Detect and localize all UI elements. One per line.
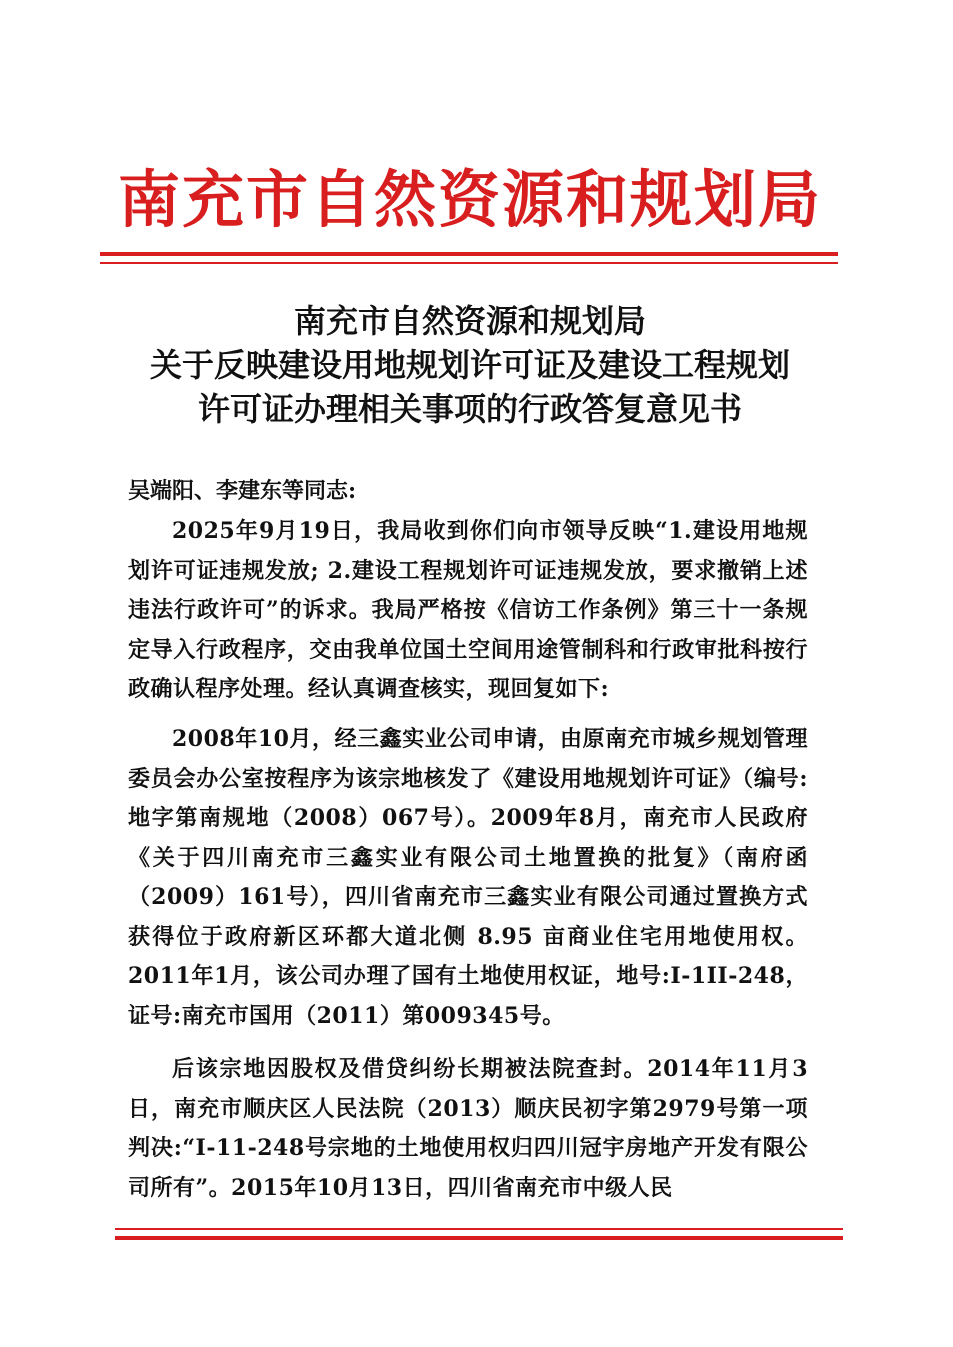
header-divider-thin bbox=[100, 262, 838, 264]
body-paragraph: 2025年9月19日，我局收到你们向市领导反映“1.建设用地规划许可证违规发放; 2.建设工程规划许可证违规发放，要求撤销上述违法行政许可”的诉求。我局严格按《信访工作条例》第三十一条规定导入行政程序，交由我单位国土空间用途管制科和行政审批科按行政确认程序处理。经认真调查核实，现回复如下: bbox=[128, 518, 808, 702]
body-paragraph: 2008年10月，经三鑫实业公司申请，由原南充市城乡规划管理委员会办公室按程序为该宗地核发了《建设用地规划许可证》（编号: 地字第南规地（2008）067号）。2009年8月，南充市人民政府《关于四川南充市三鑫实业有限公司土地置换的批复》（南府函（2009）161号），四川省南充市三鑫实业有限公司通过置换方式获得位于政府新区环都大道北侧 8.95 亩商业住宅用地使用权。2011年1月，该公司办理了国有土地使用权证，地号:I-1II-248，证号:南充市国用（2011）第009345号。 bbox=[128, 726, 808, 1029]
header-divider-thick bbox=[100, 252, 838, 256]
document-title-line-3: 许可证办理相关事项的行政答复意见书 bbox=[197, 390, 742, 428]
footer-divider-thin bbox=[115, 1228, 843, 1230]
footer-divider-thick bbox=[115, 1236, 843, 1240]
body-paragraph: 后该宗地因股权及借贷纠纷长期被法院查封。2014年11月3日，南充市顺庆区人民法院（2013）顺庆民初字第2979号第一项判决:“I-11-248号宗地的土地使用权归四川冠宇房地产开发有限公司所有”。2015年10月13日，四川省南充市中级人民 bbox=[128, 1056, 808, 1201]
salutation: 吴端阳、李建东等同志: bbox=[128, 478, 357, 504]
document-title-line-2: 关于反映建设用地规划许可证及建设工程规划 bbox=[149, 346, 790, 384]
agency-masthead: 南充市自然资源和规划局 bbox=[117, 163, 822, 236]
document-title-line-1: 南充市自然资源和规划局 bbox=[293, 302, 646, 340]
